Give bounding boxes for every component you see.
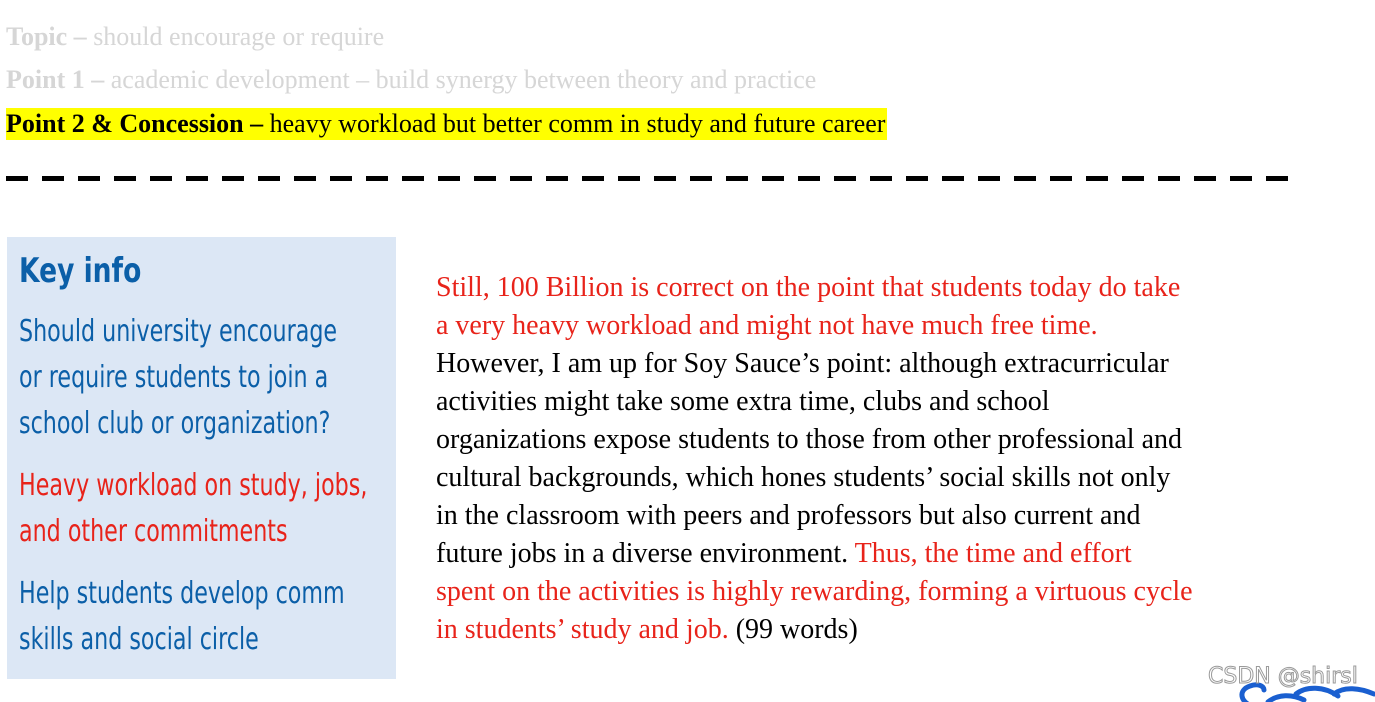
essay-word-count: (99 words) [728, 614, 858, 645]
essay-body: However, I am up for Soy Sauce’s point: although extracurricular activities might take some extra time, clubs and school organizations expose students to those from other professional and cultural backgrounds, which hones students’ social skills not only in the classroom with peers and professors but also current and future jobs in a diverse environment. [436, 348, 1182, 569]
point2-text: heavy workload but better comm in study and future career [263, 109, 886, 138]
point1-label: Point 1 – [6, 65, 105, 94]
point1-text: academic development – build synergy between theory and practice [104, 65, 817, 94]
essay-concession-sentence: Still, 100 Billion is correct on the point that students today do take a very heavy workload and might not have much free time. [436, 272, 1181, 341]
key-info-box [7, 237, 396, 679]
dashed-divider [6, 176, 1288, 181]
watermark: CSDN @shirsl [1208, 664, 1358, 689]
key-info-point: Help students develop comm skills and social circle [19, 576, 345, 657]
outline-topic [6, 21, 384, 53]
key-info-question: Should university encourage or require students to join a school club or organization? [19, 314, 338, 441]
topic-text: should encourage or require [86, 22, 385, 51]
key-info-title: Key info [19, 251, 142, 291]
key-info-concession: Heavy workload on study, jobs, and other commitments [19, 468, 368, 549]
outline-point-1 [6, 64, 816, 96]
point2-label: Point 2 & Concession – [6, 109, 264, 138]
topic-label: Topic – [6, 22, 87, 51]
essay-paragraph [436, 269, 1306, 649]
outline-point-2-highlighted [6, 108, 887, 140]
essay-conclusion: Thus, the time and effort spent on the activities is highly rewarding, forming a virtuous cycle in students’ study and job. [436, 538, 1193, 645]
